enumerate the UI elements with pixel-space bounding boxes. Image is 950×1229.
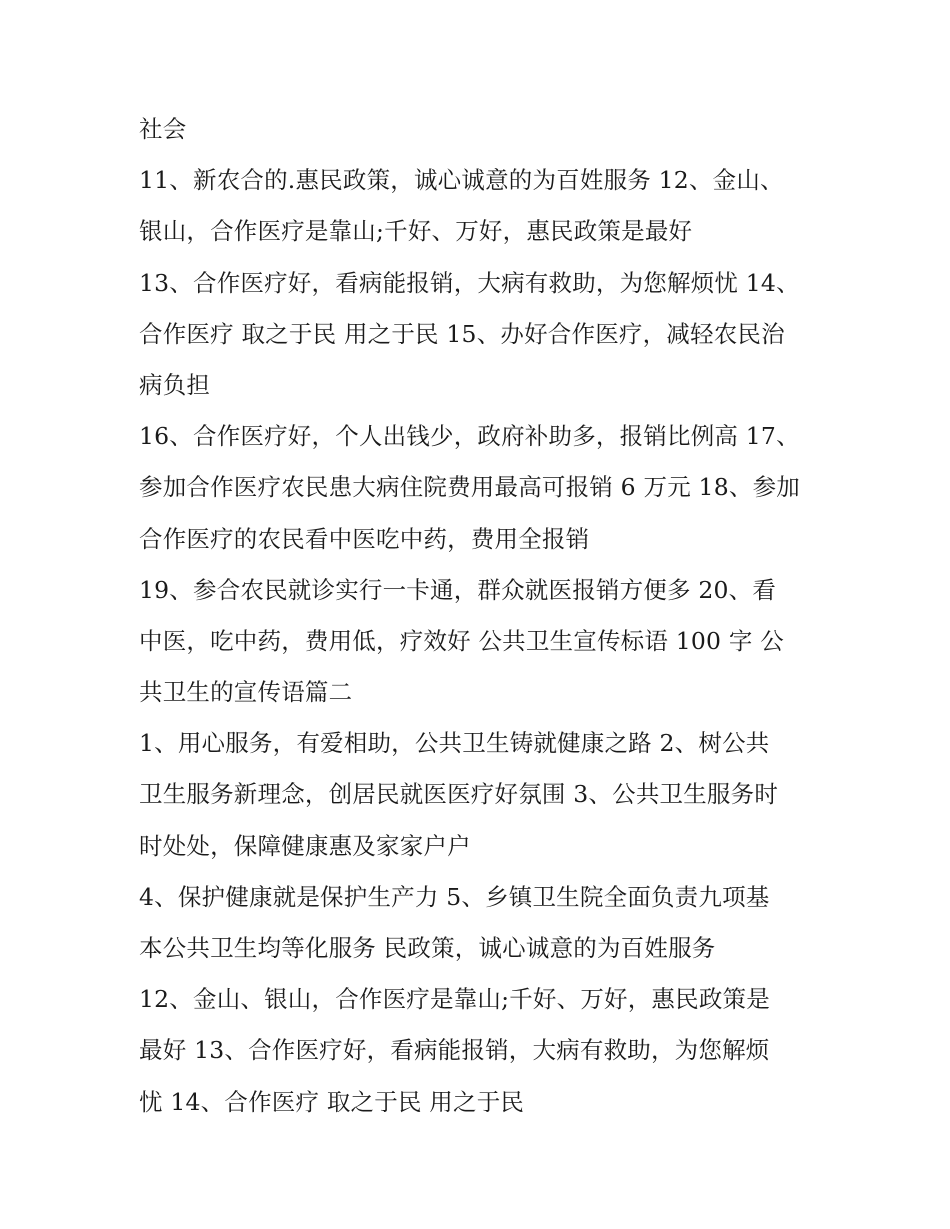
text-line: 1、用心服务，有爱相助，公共卫生铸就健康之路 2、树公共 (139, 729, 770, 758)
text-line: 社会 (139, 115, 187, 143)
text-line: 忧 14、合作医疗 取之于民 用之于民 (139, 1087, 525, 1116)
text-line: 19、参合农民就诊实行一卡通，群众就医报销方便多 20、看 (139, 575, 777, 604)
text-line: 11、新农合的.惠民政策，诚心诚意的为百姓服务 12、金山、 (139, 166, 784, 195)
text-line: 16、合作医疗好，个人出钱少，政府补助多，报销比例高 17、 (139, 422, 800, 451)
text-line: 病负担 (139, 370, 211, 399)
document-body (139, 104, 819, 1128)
text-line: 中医，吃中药，费用低，疗效好 公共卫生宣传标语 100 字 公 (139, 626, 784, 655)
text-line: 4、保护健康就是保护生产力 5、乡镇卫生院全面负责九项基 (139, 882, 770, 911)
text-line: 共卫生的宣传语篇二 (139, 678, 353, 707)
text-line: 13、合作医疗好，看病能报销，大病有救助，为您解烦忧 14、 (139, 268, 800, 297)
text-line: 参加合作医疗农民患大病住院费用最高可报销 6 万元 18、参加 (139, 473, 800, 502)
text-line: 12、金山、银山，合作医疗是靠山;千好、万好，惠民政策是 (139, 985, 770, 1014)
text-line: 银山，合作医疗是靠山;千好、万好，惠民政策是最好 (139, 217, 693, 246)
text-line: 最好 13、合作医疗好，看病能报销，大病有救助，为您解烦 (139, 1036, 770, 1065)
text-line: 本公共卫生均等化服务 民政策，诚心诚意的为百姓服务 (139, 934, 716, 962)
text-line: 卫生服务新理念，创居民就医医疗好氛围 3、公共卫生服务时 (139, 780, 779, 809)
text-line: 合作医疗 取之于民 用之于民 15、办好合作医疗，减轻农民治 (139, 319, 785, 348)
text-line: 合作医疗的农民看中医吃中药，费用全报销 (139, 524, 590, 553)
text-line: 时处处，保障健康惠及家家户户 (139, 831, 471, 860)
